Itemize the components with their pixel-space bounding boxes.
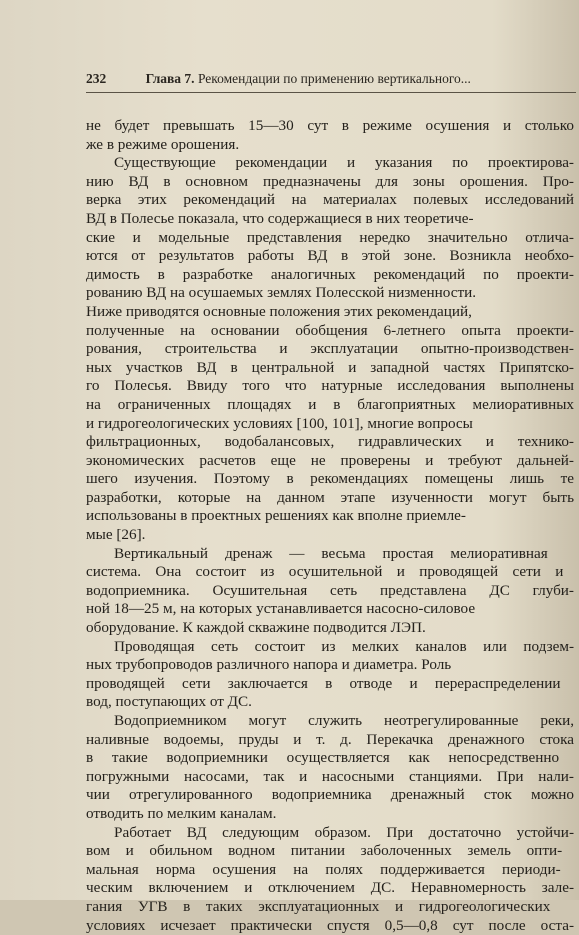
text-line: Работает ВД следующим образом. При достаточно устойчи- xyxy=(114,823,574,841)
text-line: Проводящая сеть состоит из мелких каналов или подзем- xyxy=(114,637,574,655)
text-line: использованы в проектных решениях как вполне приемле- xyxy=(86,507,466,525)
text-line: водоприемника. Осушительная сеть представлена ДС глуби- xyxy=(86,581,574,599)
text-line: рования, строительства и эксплуатации опытно-производствен- xyxy=(86,340,574,358)
text-line: полученные на основании обобщения 6-летнего опыта проекти- xyxy=(86,321,574,339)
text-line: на ограниченных площадях и в благоприятных мелиоративных xyxy=(86,395,574,413)
text-line: рованию ВД на осушаемых землях Полесской низменности. xyxy=(86,284,477,302)
text-line: верка этих рекомендаций на материалах полевых исследований xyxy=(86,191,574,209)
text-line: ных трубопроводов различного напора и диаметра. Роль xyxy=(86,656,452,674)
text-line: ются от результатов работы ВД в этой зоне. Возникла необхо- xyxy=(86,247,574,265)
text-line: ВД в Полесье показала, что содержащиеся в них теоретиче- xyxy=(86,209,474,227)
text-line: же в режиме орошения. xyxy=(86,135,240,153)
text-line: экономических расчетов еще не проверены и требуют дальней- xyxy=(86,451,574,469)
text-line: ческим включением и отключением ДС. Неравномерность зале- xyxy=(86,879,574,897)
chapter-label: Глава 7. xyxy=(145,71,195,86)
text-line: вом и обильном водном питании заболоченных земель опти- xyxy=(86,842,563,860)
text-line: проводящей сети заключается в отводе и перераспределении xyxy=(86,674,561,692)
text-line: димость в разработке аналогичных рекомендаций по проекти- xyxy=(86,265,574,283)
text-line: система. Она состоит из осушительной и проводящей сети и xyxy=(86,563,564,581)
text-line: чии отрегулированного водоприемника дренажный сток можно xyxy=(86,786,574,804)
text-line: Ниже приводятся основные положения этих рекомендаций, xyxy=(86,302,472,320)
text-line: отводить по мелким каналам. xyxy=(86,804,277,822)
text-line: мальная норма осушения на полях поддерживается периоди- xyxy=(86,860,561,878)
text-line: Существующие рекомендации и указания по проектирова- xyxy=(114,154,574,172)
text-line: фильтрационных, водобалансовых, гидравлических и технико- xyxy=(86,433,574,451)
text-line: разработки, которые на данном этапе изученности могут быть xyxy=(86,488,574,506)
text-line: Вертикальный дренаж — весьма простая мелиоративная xyxy=(114,544,548,562)
text-line: не будет превышать 15—30 сут в режиме осушения и столько xyxy=(86,117,574,134)
text-line: мые [26]. xyxy=(86,526,146,544)
text-line: шего изучения. Поэтому в рекомендациях помещены лишь те xyxy=(86,470,574,488)
text-line: оборудование. К каждой скважине подводится ЛЭП. xyxy=(86,619,426,637)
text-line: и гидрогеологических условиях [100, 101], многие вопросы xyxy=(86,414,473,432)
running-header xyxy=(86,71,576,87)
chapter-title: Рекомендации по применению вертикального... xyxy=(197,71,471,86)
text-line: в такие водоприемники осуществляется как непосредственно xyxy=(86,749,560,767)
text-line: ной 18—25 м, на которых устанавливается насосно-силовое xyxy=(86,600,476,618)
text-line: наливные водоемы, пруды и т. д. Перекачка дренажного стока xyxy=(86,730,574,748)
text-line: нию ВД в основном предназначены для зоны орошения. Про- xyxy=(86,172,574,190)
text-line: условиях исчезает практически спустя 0,5—0,8 сут после оста- xyxy=(86,916,574,934)
text-line: Водоприемником могут служить неотрегулированные реки, xyxy=(114,712,574,729)
text-line: гания УГВ в таких эксплуатационных и гидрогеологических xyxy=(86,897,551,915)
text-line: ных участков ВД в центральной и западной частях Припятско- xyxy=(86,358,574,376)
text-line: ские и модельные представления нередко значительно отлича- xyxy=(86,228,574,246)
text-line: вод, поступающих от ДС. xyxy=(86,693,252,711)
page-number: 232 xyxy=(86,71,107,86)
body-text xyxy=(86,117,574,935)
header-rule xyxy=(86,92,576,93)
text-line: погружными насосами, так и насосными станциями. При нали- xyxy=(86,767,574,785)
text-line: го Полесья. Ввиду того что натурные исследования выполнены xyxy=(86,377,574,395)
